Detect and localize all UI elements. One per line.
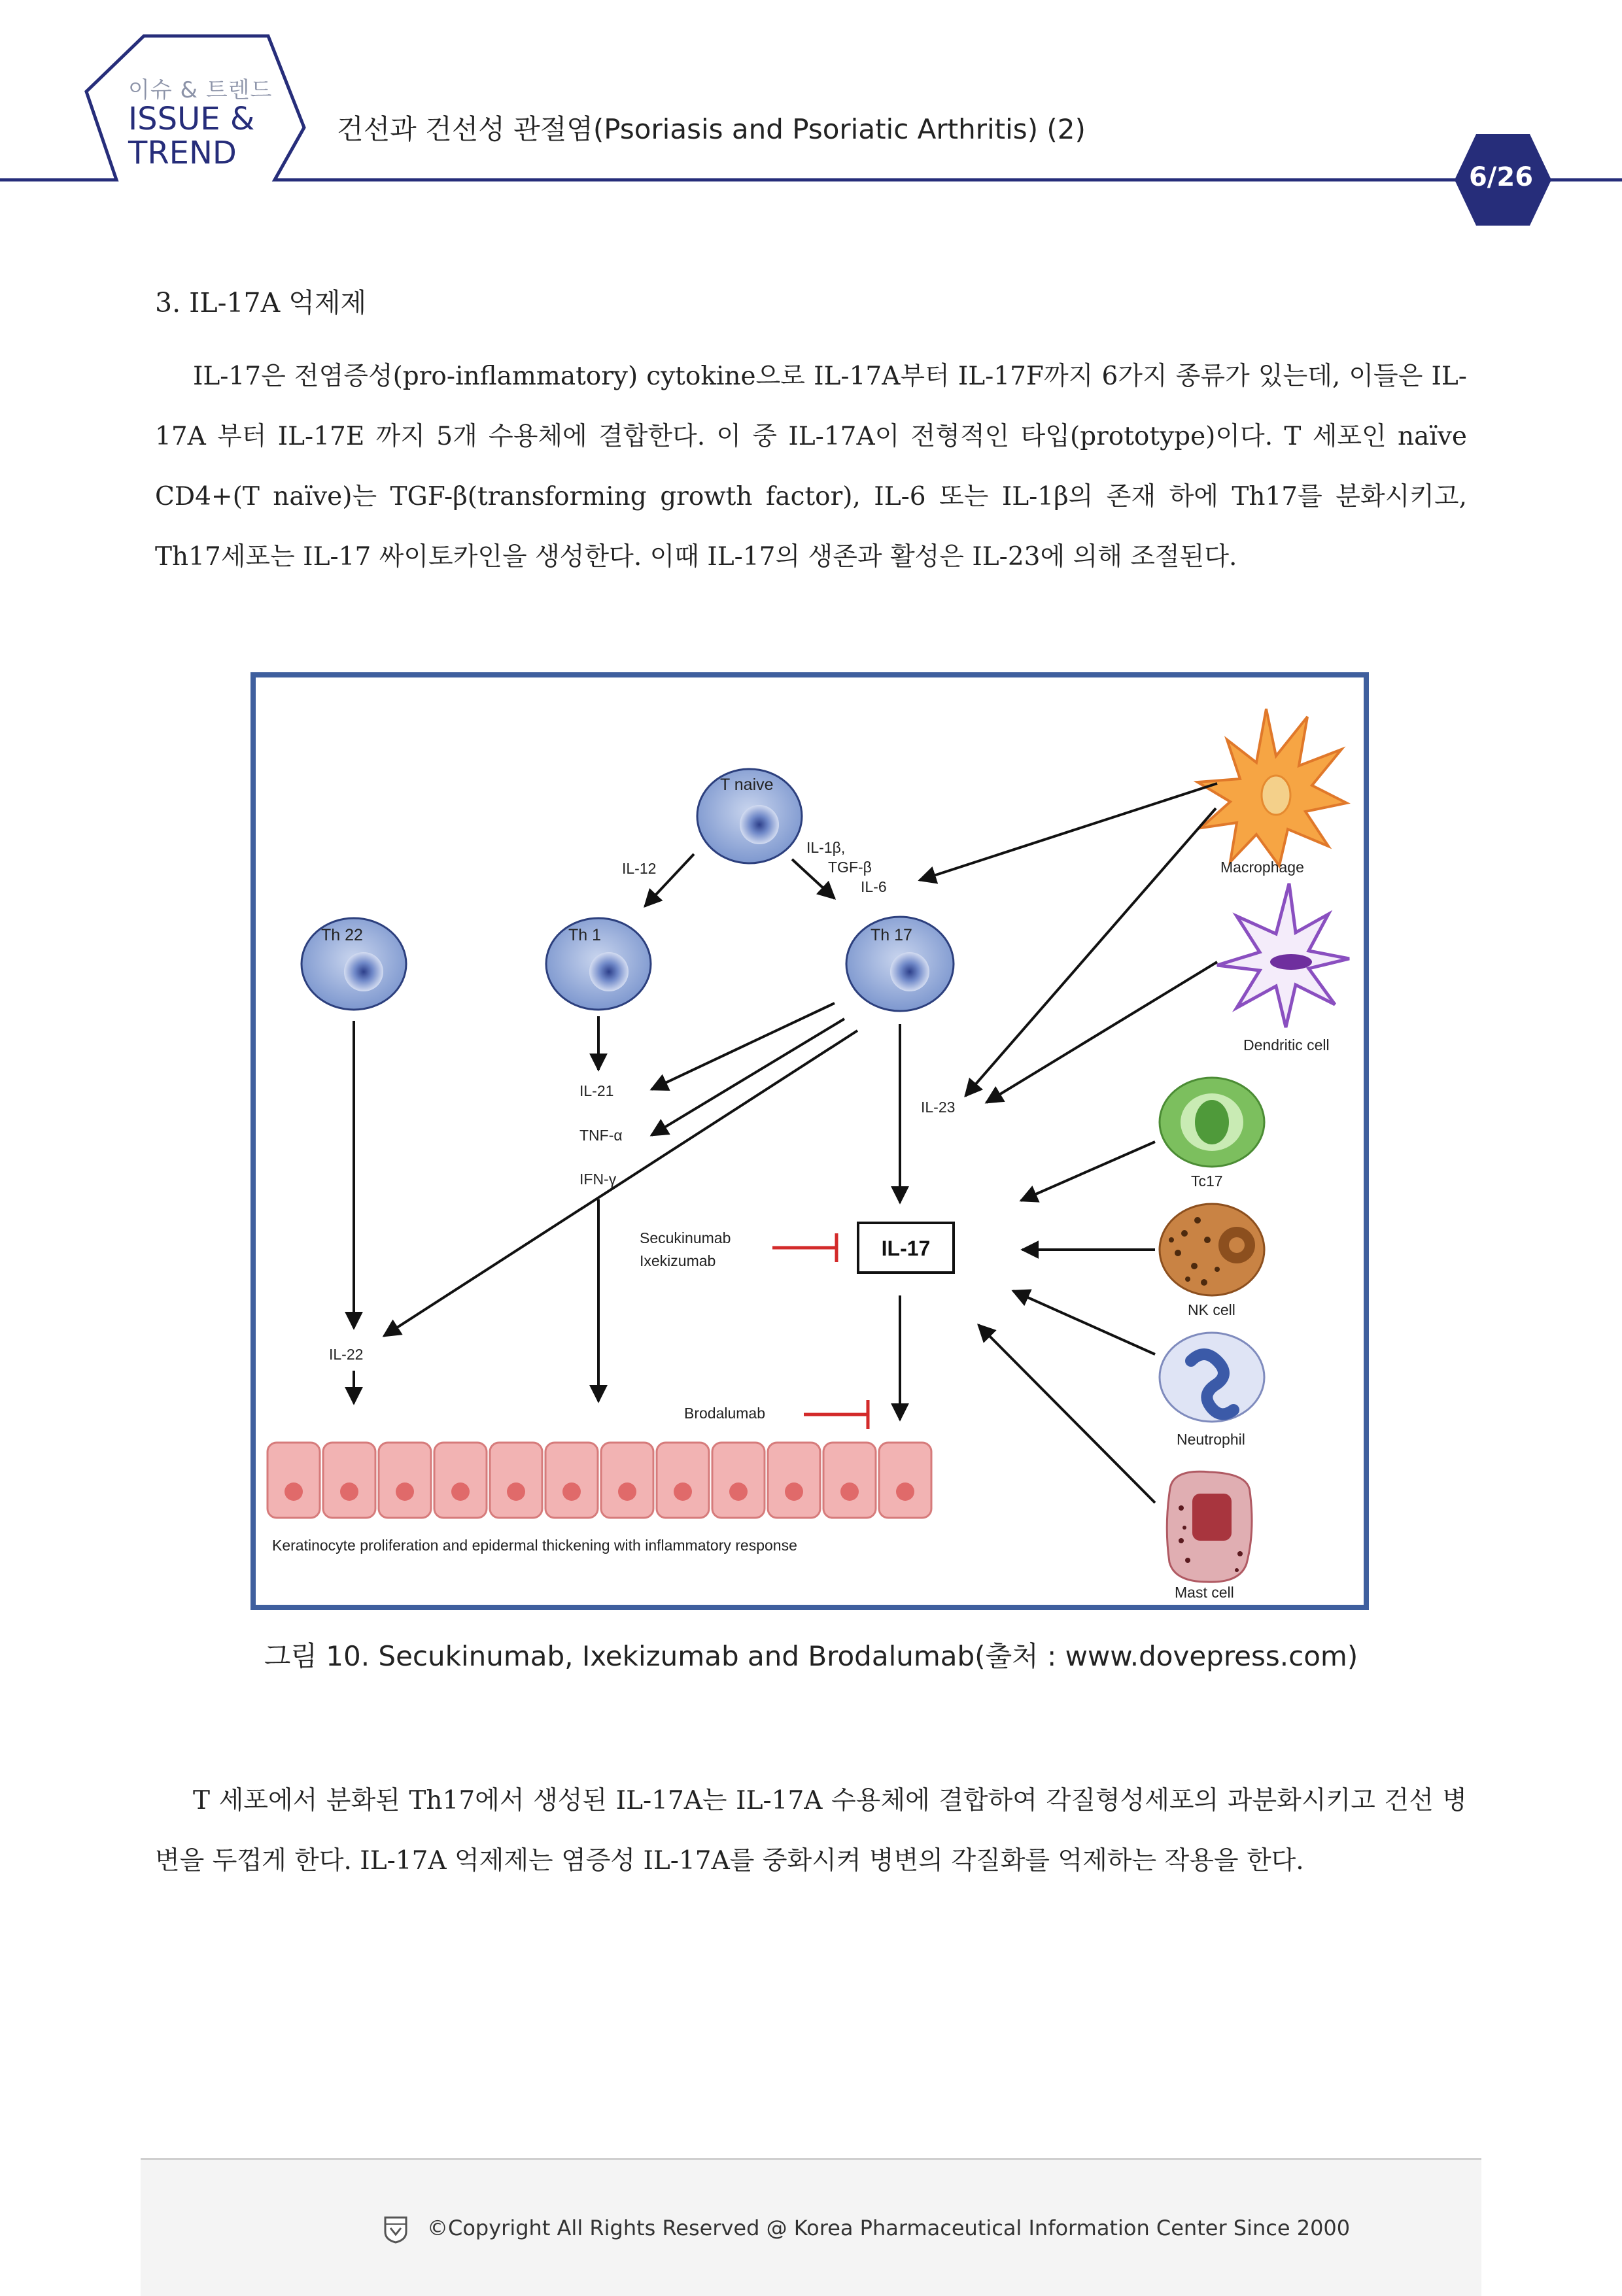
il17-box — [858, 1223, 954, 1273]
secukinumab-label: Secukinumab — [640, 1229, 731, 1246]
inhibition-markers — [772, 1233, 868, 1429]
mast-cell — [1167, 1471, 1252, 1601]
document-title: 건선과 건선성 관절염(Psoriasis and Psoriatic Arthritis) (2) — [337, 113, 1086, 145]
th17-cell — [846, 917, 954, 1011]
paragraph-2: T 세포에서 분화된 Th17에서 생성된 IL-17A는 IL-17A 수용체에 결합하여 각질형성세포의 과분화시키고 건선 병변을 두껍게 한다. IL-17A 억제제는 염증성 IL-17A를 중화시켜 병변의 각질화를 억제하는 작용을 한다. — [155, 1786, 1467, 1876]
copyright-text: ©Copyright All Rights Reserved @ Korea Pharmaceutical Information Center Since 2000 — [427, 2216, 1351, 2240]
page-footer — [141, 2158, 1481, 2296]
macrophage-cell — [1198, 709, 1347, 876]
mast-label: Mast cell — [1175, 1584, 1234, 1601]
figure-diagram — [250, 672, 1369, 1610]
il17-pathway-diagram — [256, 677, 1364, 1605]
page-header — [0, 0, 1622, 235]
nk-label: NK cell — [1188, 1301, 1235, 1318]
brand-line-2: TREND — [128, 135, 237, 171]
il1b-label: IL-1β, — [806, 839, 846, 856]
th1-cell — [546, 918, 651, 1010]
brodalumab-label: Brodalumab — [684, 1405, 766, 1422]
macrophage-label: Macrophage — [1220, 859, 1304, 876]
neutrophil-label: Neutrophil — [1177, 1431, 1245, 1448]
th1-label: Th 1 — [568, 926, 602, 944]
ixekizumab-label: Ixekizumab — [640, 1252, 716, 1269]
il23-label: IL-23 — [921, 1099, 956, 1116]
il22-label: IL-22 — [329, 1346, 364, 1363]
nk-cell — [1160, 1204, 1264, 1318]
tgfb-label: TGF-β — [828, 859, 872, 876]
dendritic-label: Dendritic cell — [1243, 1037, 1330, 1054]
brand-logo-text — [128, 102, 254, 170]
keratinocyte-layer — [267, 1443, 931, 1554]
pathway-arrows — [354, 783, 1217, 1503]
th17-label: Th 17 — [871, 926, 912, 944]
tnfa-label: TNF-α — [579, 1127, 623, 1144]
figure-caption: 그림 10. Secukinumab, Ixekizumab and Brodalumab(출처 : www.dovepress.com) — [264, 1640, 1358, 1672]
keratinocyte-label: Keratinocyte proliferation and epidermal thickening with inflammatory response — [272, 1537, 797, 1554]
t-naive-label: T naive — [720, 776, 774, 794]
il6-label: IL-6 — [861, 878, 887, 895]
dendritic-cell — [1217, 883, 1349, 1054]
brand-line-1: ISSUE & — [128, 101, 255, 137]
tc17-cell — [1160, 1078, 1264, 1190]
tc17-label: Tc17 — [1191, 1173, 1223, 1190]
il17-label: IL-17 — [881, 1237, 931, 1260]
ifng-label: IFN-γ — [579, 1171, 617, 1188]
kpic-logo-icon — [383, 2215, 409, 2244]
il12-label: IL-12 — [622, 860, 657, 877]
th22-label: Th 22 — [321, 926, 363, 944]
brand-subtitle: 이슈 & 트렌드 — [128, 77, 273, 103]
neutrophil-cell — [1160, 1333, 1264, 1448]
t-naive-cell — [697, 769, 802, 863]
il21-label: IL-21 — [579, 1082, 614, 1099]
paragraph-1: IL-17은 전염증성(pro-inflammatory) cytokine으로 IL-17A부터 IL-17F까지 6가지 종류가 있는데, 이들은 IL-17A 부터 IL-17E 까지 5개 수용체에 결합한다. 이 중 IL-17A이 전형적인 타입(prototype)이다. T 세포인 naïve CD4+(T naïve)는 TGF-β(transforming growth factor), IL-6 또는 IL-1β의 존재 하에 Th17를 분화시키고, Th17세포는 IL-17 싸이토카인을 생성한다. 이때 IL-17의 생존과 활성은 IL-23에 의해 조절된다. — [155, 362, 1467, 572]
page-number: 6/26 — [1468, 162, 1534, 192]
section-heading: 3. IL-17A 억제제 — [155, 287, 367, 318]
th22-cell — [302, 918, 406, 1010]
